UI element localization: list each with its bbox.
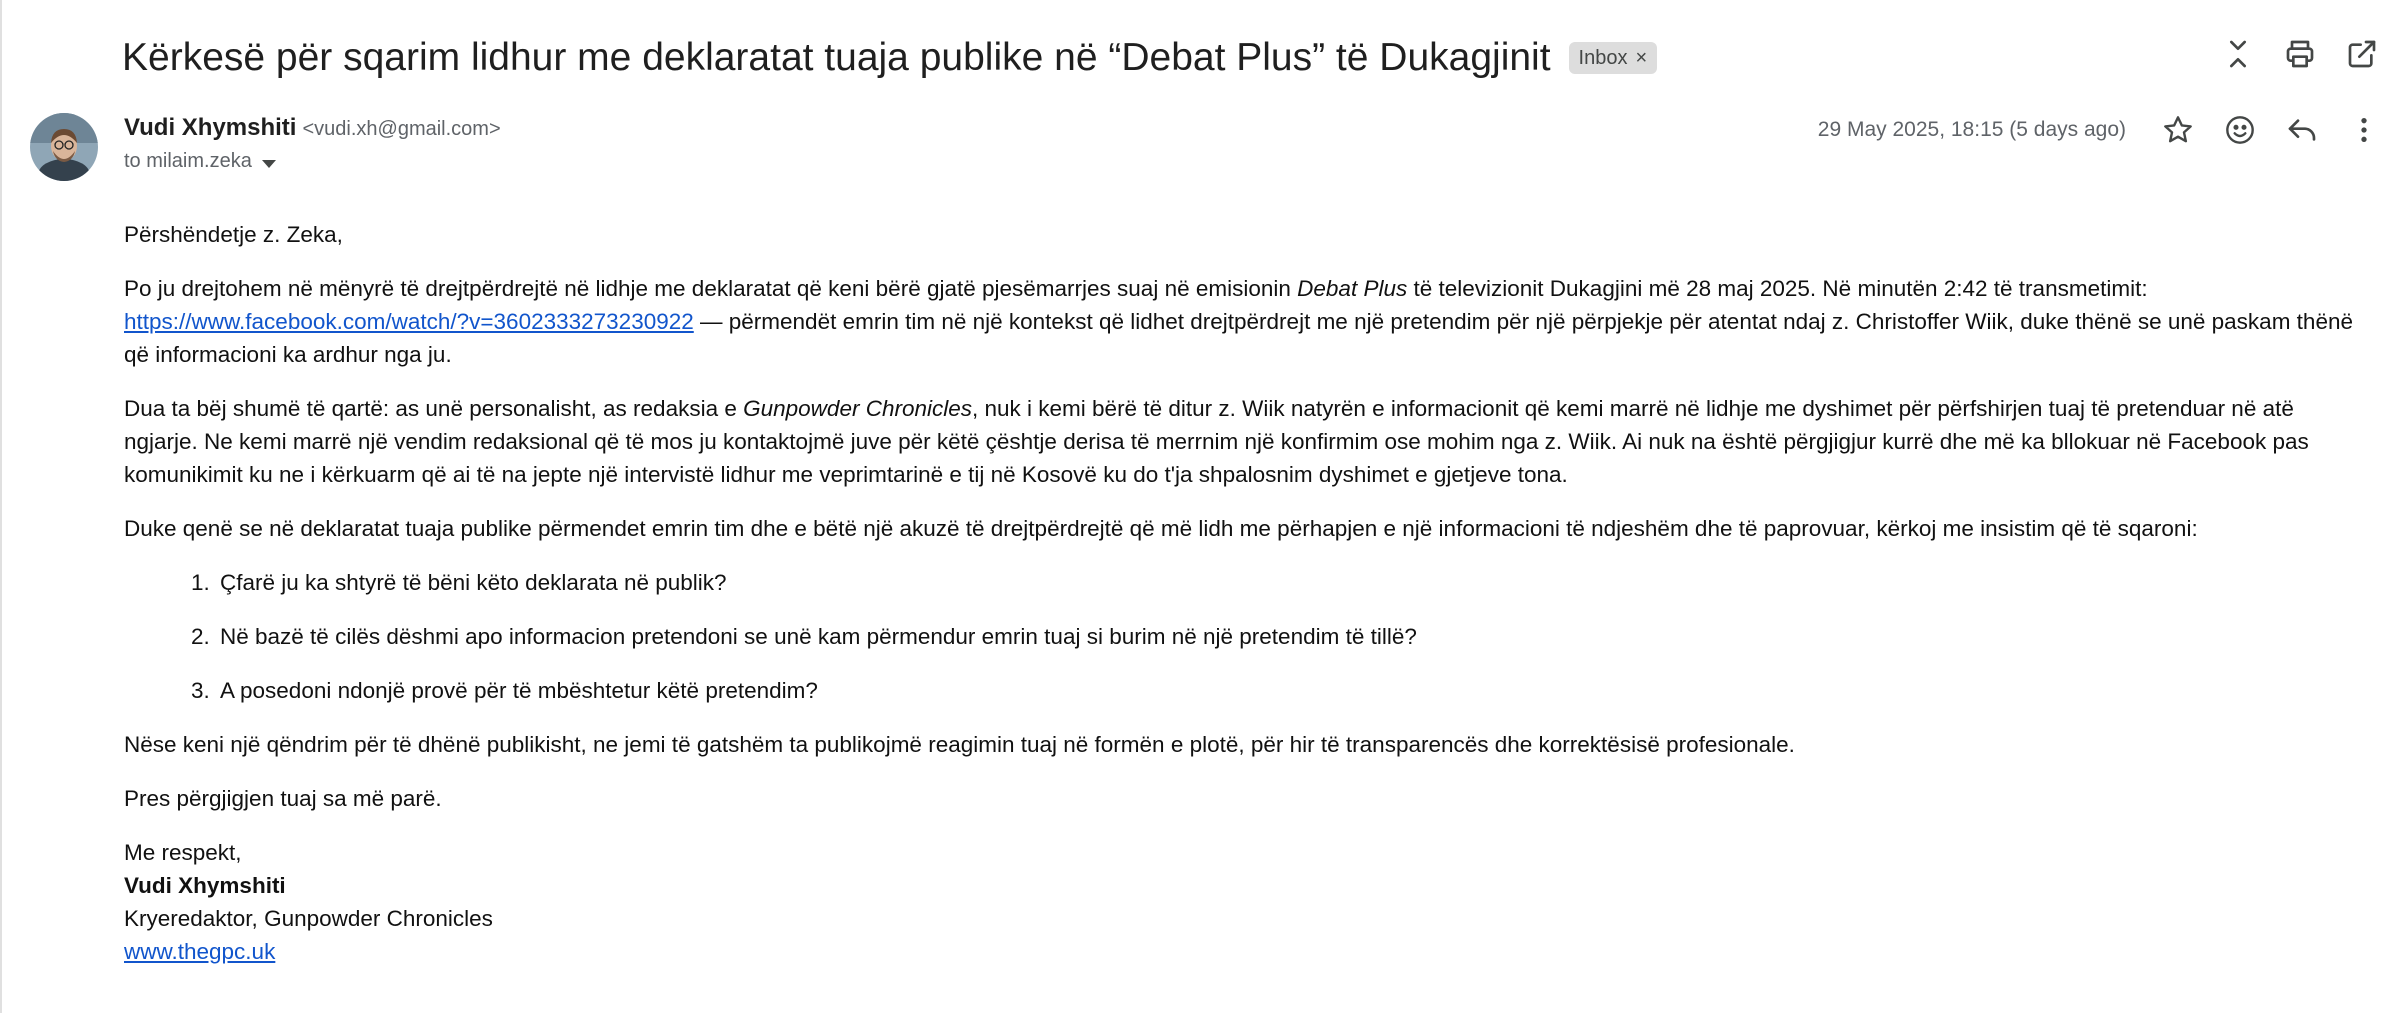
- email-subject: Kërkesë për sqarim lidhur me deklaratat tuaja publike në “Debat Plus” të Dukagjinit: [122, 36, 1551, 79]
- questions-list: [124, 566, 2364, 707]
- paragraph-1-text-c: — përmendët emrin tim në një kontekst që lidhet drejtpërdrejt me një pretendim për një përpjekje për atentat ndaj z. Christoffer Wiik, duke thënë se unë paskam thënë që informacioni ka ardhur nga ju.: [124, 309, 2353, 367]
- paragraph-5: Pres përgjigjen tuaj sa më parë.: [124, 786, 442, 811]
- paragraph-2-text-a: Dua ta bëj shumë të qartë: as unë personalisht, as redaksia e: [124, 396, 744, 421]
- closing: Me respekt,: [124, 840, 242, 865]
- emoji-icon[interactable]: [2222, 112, 2258, 148]
- paragraph-1-text-a: Po ju drejtohem në mënyrë të drejtpërdrejtë në lidhje me deklaratat që keni bërë gjatë pjesëmarrjes suaj në emisionin: [124, 276, 1298, 301]
- avatar[interactable]: [30, 113, 98, 181]
- greeting: Përshëndetje z. Zeka,: [124, 222, 343, 247]
- sender-name[interactable]: Vudi Xhymshiti: [124, 114, 297, 141]
- signature-title: Kryeredaktor, Gunpowder Chronicles: [124, 906, 493, 931]
- star-icon[interactable]: [2160, 112, 2196, 148]
- signature-name: Vudi Xhymshiti: [124, 873, 286, 898]
- signature: [124, 836, 2364, 968]
- list-item: 3. A posedoni ndonjë provë për të mbështetur këtë pretendim?: [216, 674, 2364, 707]
- message-actions: [1818, 112, 2382, 148]
- open-in-new-window-icon[interactable]: [2344, 36, 2380, 72]
- show-name: Debat Plus: [1297, 276, 1408, 301]
- recipient-line: [124, 150, 276, 173]
- inbox-label-chip[interactable]: [1569, 42, 1658, 74]
- paragraph-4: Nëse keni një qëndrim për të dhënë publikisht, ne jemi të gatshëm ta publikojmë reagimin tuaj në formën e plotë, për hir të transparencës dhe korrektësisë profesionale.: [124, 732, 1795, 757]
- paragraph-3: Duke qenë se në deklaratat tuaja publike përmendet emrin tim dhe e bëtë një akuzë të drejtpërdrejtë që më lidh me përhapjen e një informacioni të ndjeshëm dhe të paprovuar, kërkoj me insistim që të sqaroni:: [124, 516, 2198, 541]
- subject-row: [122, 30, 2280, 86]
- email-body: [124, 218, 2364, 968]
- paragraph-2-text-b: , nuk i kemi bërë të ditur z. Wiik natyrën e informacionit që kemi marrë në lidhje me dyshimet për përfshirjen tuaj të pretenduar në atë ngjarje. Ne kemi marrë një vendim redaksional që të mos ju kontaktojmë juve për këtë çështje derisa të merrnim një konfirmim ose mohim nga z. Wiik. Ai nuk na është përgjigjur kurrë dhe më ka bllokuar në Facebook pas komunikimit ku ne i kërkuarm që ai të na jepte një intervistë lidhur me veprimtarinë e tij në Kosovë ku do t'ja shpalosnim dyshimet e gjetjeve tona.: [124, 396, 2309, 487]
- paragraph-1: [124, 272, 2364, 371]
- facebook-video-link[interactable]: https://www.facebook.com/watch/?v=3602333273230922: [124, 309, 694, 334]
- paragraph-2: [124, 392, 2364, 491]
- list-item: 1. Çfarë ju ka shtyrë të bëni këto deklarata në publik?: [216, 566, 2364, 599]
- print-icon[interactable]: [2282, 36, 2318, 72]
- label-text: Inbox: [1578, 46, 1628, 69]
- website-link[interactable]: www.thegpc.uk: [124, 939, 276, 964]
- sender-line: [124, 114, 501, 142]
- collapse-icon[interactable]: [2220, 36, 2256, 72]
- reply-icon[interactable]: [2284, 112, 2320, 148]
- message-date: 29 May 2025, 18:15 (5 days ago): [1817, 118, 2126, 141]
- more-vert-icon[interactable]: [2346, 112, 2382, 148]
- show-details-chevron-down-icon[interactable]: [262, 160, 276, 168]
- list-item: 2. Në bazë të cilës dëshmi apo informacion pretendoni se unë kam përmendur emrin tuaj si burim në një pretendim të tillë?: [216, 620, 2364, 653]
- sender-email: <vudi.xh@gmail.com>: [302, 118, 501, 140]
- publication-name: Gunpowder Chronicles: [743, 396, 972, 421]
- paragraph-1-text-b: të televizionit Dukagjini më 28 maj 2025. Në minutën 2:42 të transmetimit:: [1407, 276, 2148, 301]
- thread-actions: [2220, 36, 2380, 72]
- remove-label-icon[interactable]: ×: [1635, 47, 1648, 69]
- recipient-text: to milaim.zeka: [124, 150, 252, 172]
